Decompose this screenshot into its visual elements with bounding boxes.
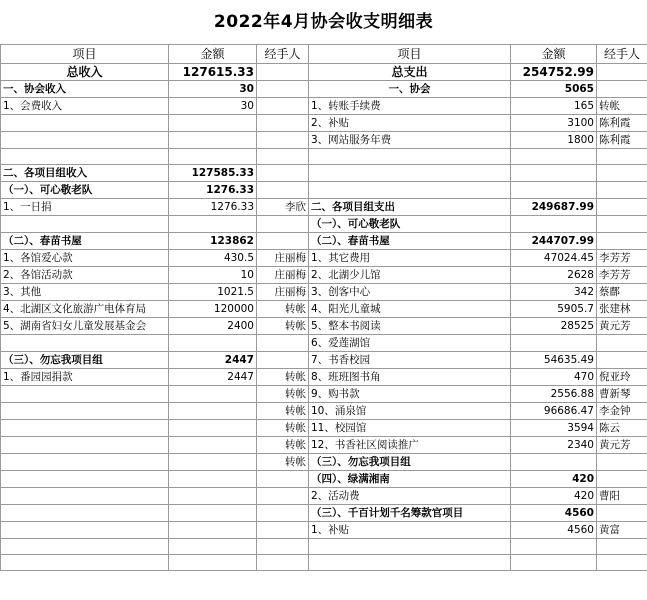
expense-item-cell[interactable] bbox=[309, 555, 511, 571]
expense-amount-cell[interactable]: 4560 bbox=[511, 505, 597, 522]
ledger-row bbox=[1, 454, 647, 471]
ledger-row bbox=[1, 149, 647, 165]
expense-item-cell[interactable] bbox=[309, 165, 511, 182]
expense-handler-cell[interactable] bbox=[597, 233, 647, 250]
expense-amount-cell[interactable]: 4560 bbox=[511, 522, 597, 539]
income-item-cell[interactable] bbox=[1, 505, 169, 522]
income-item-cell[interactable] bbox=[1, 216, 169, 233]
expense-item-cell[interactable] bbox=[309, 539, 511, 555]
ledger-row bbox=[1, 369, 647, 386]
ledger-row bbox=[1, 352, 647, 369]
income-item-cell[interactable]: （一）、可心敬老队 bbox=[1, 182, 169, 199]
expense-amount-cell[interactable]: 28525 bbox=[511, 318, 597, 335]
income-amount-cell[interactable] bbox=[169, 522, 257, 539]
ledger-row bbox=[1, 199, 647, 216]
expense-handler-cell[interactable]: 曹新琴 bbox=[597, 386, 647, 403]
expense-item-cell[interactable]: 4、阳光儿童城 bbox=[309, 301, 511, 318]
expense-handler-cell[interactable]: 黄元芳 bbox=[597, 437, 647, 454]
expense-amount-cell[interactable]: 3594 bbox=[511, 420, 597, 437]
income-handler-cell[interactable] bbox=[257, 471, 309, 488]
income-item-cell[interactable]: 4、北湖区文化旅游广电体育局 bbox=[1, 301, 169, 318]
expense-item-cell[interactable] bbox=[309, 182, 511, 199]
income-amount-cell[interactable]: 10 bbox=[169, 267, 257, 284]
income-amount-cell[interactable]: 1021.5 bbox=[169, 284, 257, 301]
ledger-row bbox=[1, 420, 647, 437]
income-amount-cell[interactable]: 1276.33 bbox=[169, 199, 257, 216]
expense-handler-cell[interactable]: 倪亚玲 bbox=[597, 369, 647, 386]
ledger-row bbox=[1, 335, 647, 352]
income-handler-cell[interactable] bbox=[257, 115, 309, 132]
expense-handler-cell[interactable] bbox=[597, 539, 647, 555]
expense-item-cell[interactable]: （三）、勿忘我项目组 bbox=[309, 454, 511, 471]
ledger-row bbox=[1, 81, 647, 98]
expense-handler-cell[interactable] bbox=[597, 149, 647, 165]
ledger-row bbox=[1, 250, 647, 267]
income-handler-cell[interactable] bbox=[257, 352, 309, 369]
expense-amount-cell[interactable] bbox=[511, 182, 597, 199]
expense-handler-cell[interactable] bbox=[597, 454, 647, 471]
income-item-cell[interactable] bbox=[1, 488, 169, 505]
total-expense-handler[interactable] bbox=[597, 64, 647, 81]
expense-amount-cell[interactable]: 249687.99 bbox=[511, 199, 597, 216]
income-amount-cell[interactable]: 2400 bbox=[169, 318, 257, 335]
header-income-amount[interactable]: 金额 bbox=[169, 45, 257, 64]
expense-handler-cell[interactable]: 李芳芳 bbox=[597, 267, 647, 284]
income-item-cell[interactable]: 一、协会收入 bbox=[1, 81, 169, 98]
header-income-item[interactable]: 项目 bbox=[1, 45, 169, 64]
ledger-row bbox=[1, 267, 647, 284]
ledger-table bbox=[0, 44, 647, 571]
expense-item-cell[interactable]: 3、创客中心 bbox=[309, 284, 511, 301]
totals-row bbox=[1, 64, 647, 81]
expense-handler-cell[interactable]: 李芳芳 bbox=[597, 250, 647, 267]
income-amount-cell[interactable]: 123862 bbox=[169, 233, 257, 250]
income-amount-cell[interactable] bbox=[169, 132, 257, 149]
ledger-row bbox=[1, 488, 647, 505]
income-handler-cell[interactable] bbox=[257, 505, 309, 522]
income-amount-cell[interactable] bbox=[169, 471, 257, 488]
expense-item-cell[interactable]: 1、补贴 bbox=[309, 522, 511, 539]
expense-amount-cell[interactable] bbox=[511, 216, 597, 233]
expense-amount-cell[interactable]: 47024.45 bbox=[511, 250, 597, 267]
income-item-cell[interactable] bbox=[1, 539, 169, 555]
income-amount-cell[interactable]: 2447 bbox=[169, 369, 257, 386]
expense-amount-cell[interactable] bbox=[511, 165, 597, 182]
income-item-cell[interactable]: 1、各馆爱心款 bbox=[1, 250, 169, 267]
expense-handler-cell[interactable] bbox=[597, 555, 647, 571]
income-item-cell[interactable]: 1、会费收入 bbox=[1, 98, 169, 115]
ledger-row bbox=[1, 182, 647, 199]
header-row bbox=[1, 45, 647, 64]
income-item-cell[interactable] bbox=[1, 454, 169, 471]
income-handler-cell[interactable]: 转帐 bbox=[257, 369, 309, 386]
income-amount-cell[interactable] bbox=[169, 386, 257, 403]
ledger-row bbox=[1, 403, 647, 420]
expense-handler-cell[interactable]: 黄元芳 bbox=[597, 318, 647, 335]
expense-handler-cell[interactable]: 转帐 bbox=[597, 98, 647, 115]
expense-amount-cell[interactable]: 165 bbox=[511, 98, 597, 115]
income-item-cell[interactable]: 1、一日捐 bbox=[1, 199, 169, 216]
ledger-row bbox=[1, 216, 647, 233]
income-item-cell[interactable] bbox=[1, 335, 169, 352]
income-item-cell[interactable] bbox=[1, 386, 169, 403]
expense-amount-cell[interactable]: 420 bbox=[511, 488, 597, 505]
expense-item-cell[interactable]: （二）、春苗书屋 bbox=[309, 233, 511, 250]
expense-amount-cell[interactable] bbox=[511, 555, 597, 571]
expense-item-cell[interactable]: （四）、绿满湘南 bbox=[309, 471, 511, 488]
income-amount-cell[interactable] bbox=[169, 403, 257, 420]
income-item-cell[interactable]: 1、番园园捐款 bbox=[1, 369, 169, 386]
income-amount-cell[interactable] bbox=[169, 539, 257, 555]
expense-amount-cell[interactable]: 96686.47 bbox=[511, 403, 597, 420]
income-handler-cell[interactable]: 转帐 bbox=[257, 437, 309, 454]
income-item-cell[interactable] bbox=[1, 471, 169, 488]
total-income-label[interactable]: 总收入 bbox=[1, 64, 169, 81]
ledger-row bbox=[1, 284, 647, 301]
expense-item-cell[interactable]: 1、其它费用 bbox=[309, 250, 511, 267]
ledger-row bbox=[1, 539, 647, 555]
income-handler-cell[interactable]: 转帐 bbox=[257, 318, 309, 335]
income-amount-cell[interactable] bbox=[169, 505, 257, 522]
expense-amount-cell[interactable]: 5065 bbox=[511, 81, 597, 98]
income-item-cell[interactable]: （三）、勿忘我项目组 bbox=[1, 352, 169, 369]
expense-item-cell[interactable]: 7、书香校园 bbox=[309, 352, 511, 369]
expense-handler-cell[interactable]: 张建林 bbox=[597, 301, 647, 318]
income-handler-cell[interactable]: 转帐 bbox=[257, 301, 309, 318]
income-item-cell[interactable] bbox=[1, 555, 169, 571]
ledger-row bbox=[1, 318, 647, 335]
income-item-cell[interactable]: 3、其他 bbox=[1, 284, 169, 301]
income-handler-cell[interactable]: 李欣 bbox=[257, 199, 309, 216]
income-amount-cell[interactable]: 127585.33 bbox=[169, 165, 257, 182]
expense-amount-cell[interactable]: 2628 bbox=[511, 267, 597, 284]
expense-amount-cell[interactable]: 5905.7 bbox=[511, 301, 597, 318]
income-handler-cell[interactable]: 转帐 bbox=[257, 420, 309, 437]
expense-handler-cell[interactable] bbox=[597, 165, 647, 182]
expense-item-cell[interactable] bbox=[309, 149, 511, 165]
ledger-row bbox=[1, 233, 647, 250]
income-amount-cell[interactable] bbox=[169, 216, 257, 233]
expense-item-cell[interactable]: 3、网站服务年费 bbox=[309, 132, 511, 149]
expense-item-cell[interactable]: 2、北湖少儿馆 bbox=[309, 267, 511, 284]
income-handler-cell[interactable] bbox=[257, 335, 309, 352]
income-amount-cell[interactable] bbox=[169, 488, 257, 505]
expense-amount-cell[interactable]: 1800 bbox=[511, 132, 597, 149]
expense-item-cell[interactable]: 5、整本书阅读 bbox=[309, 318, 511, 335]
expense-handler-cell[interactable]: 蔡鄜 bbox=[597, 284, 647, 301]
income-amount-cell[interactable] bbox=[169, 335, 257, 352]
income-handler-cell[interactable] bbox=[257, 539, 309, 555]
income-amount-cell[interactable] bbox=[169, 454, 257, 471]
income-amount-cell[interactable] bbox=[169, 420, 257, 437]
income-item-cell[interactable] bbox=[1, 149, 169, 165]
expense-amount-cell[interactable]: 2340 bbox=[511, 437, 597, 454]
ledger-row bbox=[1, 437, 647, 454]
expense-item-cell[interactable]: 10、涌泉馆 bbox=[309, 403, 511, 420]
expense-item-cell[interactable]: （三）、千百计划千名筹款官项目 bbox=[309, 505, 511, 522]
expense-amount-cell[interactable] bbox=[511, 149, 597, 165]
ledger-row bbox=[1, 555, 647, 571]
expense-handler-cell[interactable] bbox=[597, 471, 647, 488]
total-expense-value[interactable]: 254752.99 bbox=[511, 64, 597, 81]
header-income-handler[interactable]: 经手人 bbox=[257, 45, 309, 64]
expense-amount-cell[interactable]: 420 bbox=[511, 471, 597, 488]
expense-item-cell[interactable]: 2、补贴 bbox=[309, 115, 511, 132]
income-handler-cell[interactable]: 转帐 bbox=[257, 403, 309, 420]
expense-amount-cell[interactable]: 244707.99 bbox=[511, 233, 597, 250]
income-item-cell[interactable]: 2、各馆活动款 bbox=[1, 267, 169, 284]
expense-item-cell[interactable]: 11、校园馆 bbox=[309, 420, 511, 437]
income-amount-cell[interactable]: 120000 bbox=[169, 301, 257, 318]
expense-handler-cell[interactable]: 黄富 bbox=[597, 522, 647, 539]
expense-item-cell[interactable]: 2、活动费 bbox=[309, 488, 511, 505]
income-amount-cell[interactable] bbox=[169, 149, 257, 165]
expense-handler-cell[interactable] bbox=[597, 335, 647, 352]
total-income-value[interactable]: 127615.33 bbox=[169, 64, 257, 81]
expense-item-cell[interactable]: 12、书香社区阅读推广 bbox=[309, 437, 511, 454]
expense-amount-cell[interactable]: 2556.88 bbox=[511, 386, 597, 403]
expense-handler-cell[interactable] bbox=[597, 182, 647, 199]
income-handler-cell[interactable]: 庄丽梅 bbox=[257, 267, 309, 284]
ledger-row bbox=[1, 386, 647, 403]
income-handler-cell[interactable]: 转帐 bbox=[257, 454, 309, 471]
expense-item-cell[interactable]: 8、班班图书角 bbox=[309, 369, 511, 386]
income-amount-cell[interactable]: 1276.33 bbox=[169, 182, 257, 199]
expense-handler-cell[interactable]: 陈利霞 bbox=[597, 132, 647, 149]
income-amount-cell[interactable] bbox=[169, 115, 257, 132]
expense-item-cell[interactable]: 1、转账手续费 bbox=[309, 98, 511, 115]
expense-item-cell[interactable]: 9、购书款 bbox=[309, 386, 511, 403]
expense-amount-cell[interactable]: 342 bbox=[511, 284, 597, 301]
income-item-cell[interactable] bbox=[1, 437, 169, 454]
income-handler-cell[interactable] bbox=[257, 488, 309, 505]
expense-item-cell[interactable]: （一）、可心敬老队 bbox=[309, 216, 511, 233]
expense-handler-cell[interactable] bbox=[597, 505, 647, 522]
income-handler-cell[interactable] bbox=[257, 555, 309, 571]
income-handler-cell[interactable] bbox=[257, 182, 309, 199]
total-expense-label[interactable]: 总支出 bbox=[309, 64, 511, 81]
header-expense-item[interactable]: 项目 bbox=[309, 45, 511, 64]
ledger-row bbox=[1, 98, 647, 115]
ledger-row bbox=[1, 115, 647, 132]
expense-handler-cell[interactable] bbox=[597, 352, 647, 369]
income-amount-cell[interactable]: 2447 bbox=[169, 352, 257, 369]
income-handler-cell[interactable] bbox=[257, 98, 309, 115]
income-item-cell[interactable]: 二、各项目组收入 bbox=[1, 165, 169, 182]
income-handler-cell[interactable]: 庄丽梅 bbox=[257, 284, 309, 301]
income-handler-cell[interactable]: 转帐 bbox=[257, 386, 309, 403]
ledger-row bbox=[1, 132, 647, 149]
expense-item-cell[interactable]: 6、爱莲湖馆 bbox=[309, 335, 511, 352]
ledger-row bbox=[1, 471, 647, 488]
expense-item-cell[interactable]: 二、各项目组支出 bbox=[309, 199, 511, 216]
expense-amount-cell[interactable]: 470 bbox=[511, 369, 597, 386]
ledger-row bbox=[1, 165, 647, 182]
income-item-cell[interactable] bbox=[1, 522, 169, 539]
income-handler-cell[interactable] bbox=[257, 149, 309, 165]
ledger-row bbox=[1, 522, 647, 539]
income-handler-cell[interactable] bbox=[257, 165, 309, 182]
income-handler-cell[interactable] bbox=[257, 216, 309, 233]
header-expense-handler[interactable]: 经手人 bbox=[597, 45, 647, 64]
income-amount-cell[interactable]: 30 bbox=[169, 81, 257, 98]
expense-amount-cell[interactable] bbox=[511, 335, 597, 352]
expense-amount-cell[interactable]: 3100 bbox=[511, 115, 597, 132]
expense-handler-cell[interactable] bbox=[597, 199, 647, 216]
expense-handler-cell[interactable] bbox=[597, 81, 647, 98]
header-expense-amount[interactable]: 金额 bbox=[511, 45, 597, 64]
expense-amount-cell[interactable]: 54635.49 bbox=[511, 352, 597, 369]
expense-handler-cell[interactable]: 陈利霞 bbox=[597, 115, 647, 132]
income-item-cell[interactable] bbox=[1, 115, 169, 132]
income-item-cell[interactable] bbox=[1, 132, 169, 149]
income-handler-cell[interactable] bbox=[257, 233, 309, 250]
income-item-cell[interactable] bbox=[1, 420, 169, 437]
income-amount-cell[interactable]: 30 bbox=[169, 98, 257, 115]
income-item-cell[interactable]: 5、湖南省妇女儿童发展基金会 bbox=[1, 318, 169, 335]
expense-item-cell[interactable]: 一、协会 bbox=[309, 81, 511, 98]
income-amount-cell[interactable] bbox=[169, 437, 257, 454]
income-amount-cell[interactable] bbox=[169, 555, 257, 571]
expense-handler-cell[interactable]: 曹阳 bbox=[597, 488, 647, 505]
income-item-cell[interactable]: （二）、春苗书屋 bbox=[1, 233, 169, 250]
expense-handler-cell[interactable]: 李金钟 bbox=[597, 403, 647, 420]
income-amount-cell[interactable]: 430.5 bbox=[169, 250, 257, 267]
ledger-row bbox=[1, 505, 647, 522]
sheet-title: 2022年4月协会收支明细表 bbox=[213, 12, 434, 32]
income-handler-cell[interactable] bbox=[257, 81, 309, 98]
expense-handler-cell[interactable] bbox=[597, 216, 647, 233]
expense-amount-cell[interactable] bbox=[511, 539, 597, 555]
total-income-handler[interactable] bbox=[257, 64, 309, 81]
income-item-cell[interactable] bbox=[1, 403, 169, 420]
income-handler-cell[interactable]: 庄丽梅 bbox=[257, 250, 309, 267]
expense-amount-cell[interactable] bbox=[511, 454, 597, 471]
income-handler-cell[interactable] bbox=[257, 132, 309, 149]
income-handler-cell[interactable] bbox=[257, 522, 309, 539]
expense-handler-cell[interactable]: 陈云 bbox=[597, 420, 647, 437]
ledger-row bbox=[1, 301, 647, 318]
